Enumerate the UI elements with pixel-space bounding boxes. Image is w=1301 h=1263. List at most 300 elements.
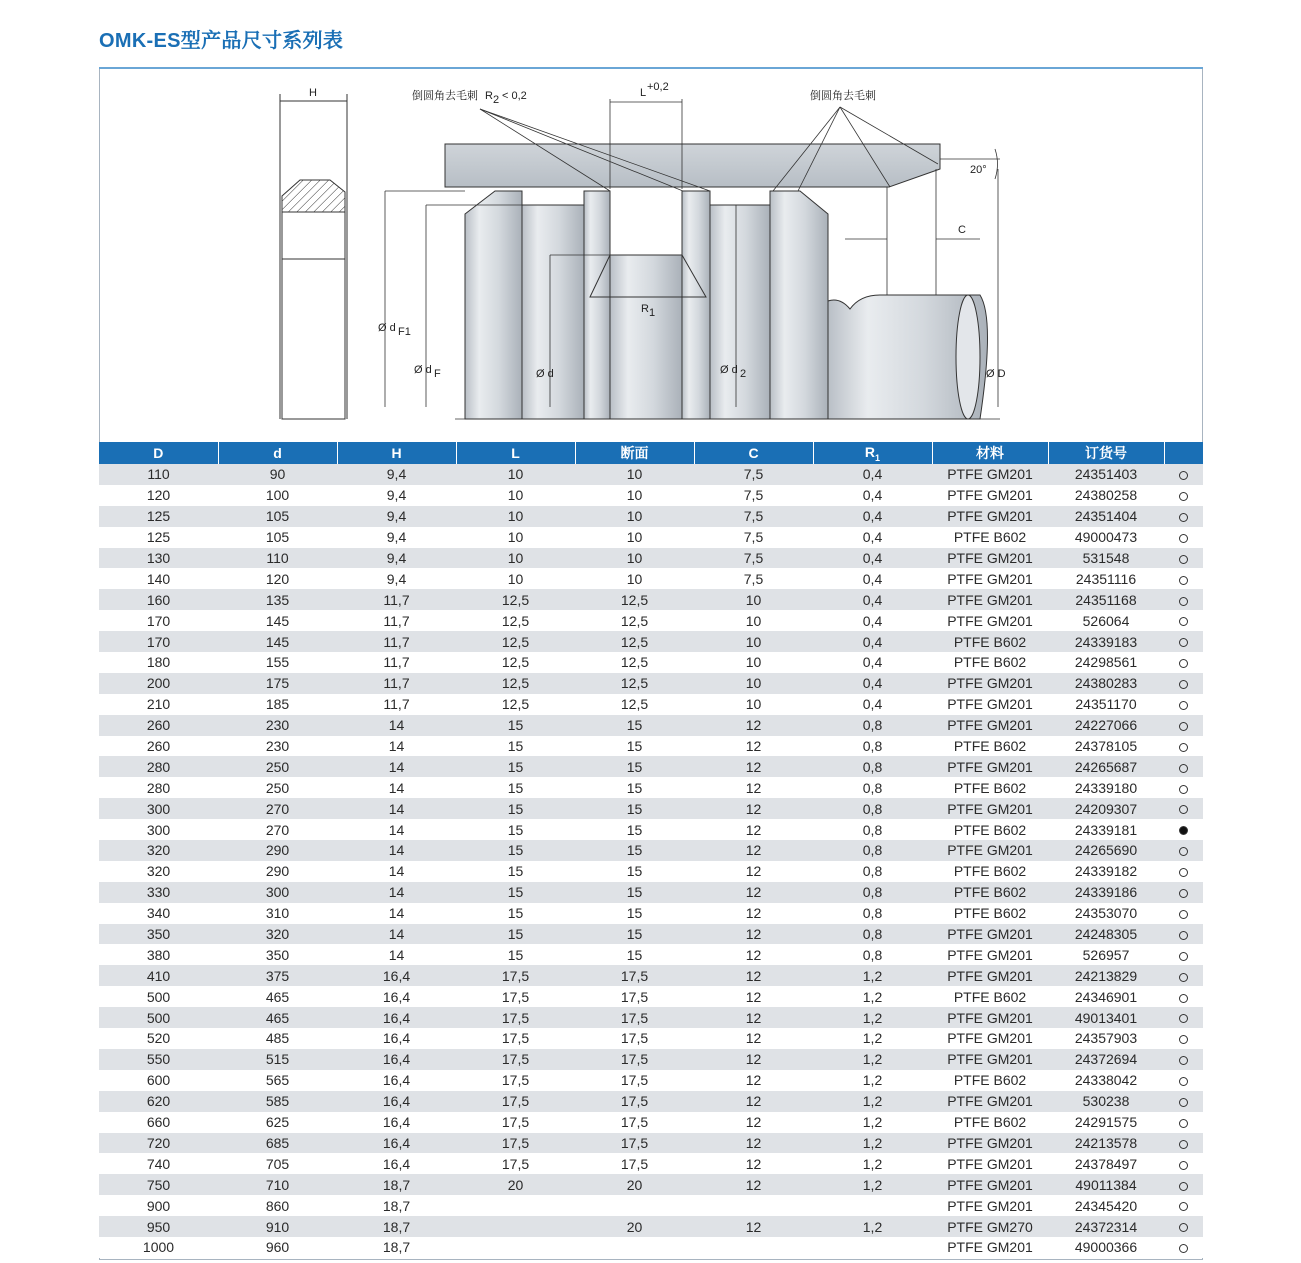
cell-section: 17,5 xyxy=(575,1153,694,1174)
cell-d: 585 xyxy=(218,1091,337,1112)
cell-D: 280 xyxy=(99,756,218,777)
cell-R1: 1,2 xyxy=(813,1028,932,1049)
open-circle-icon xyxy=(1179,1223,1188,1232)
table-row xyxy=(99,736,1203,757)
cell-D: 500 xyxy=(99,986,218,1007)
cell-order-number: 24346901 xyxy=(1048,986,1164,1007)
cell-order-number: 24213578 xyxy=(1048,1133,1164,1154)
cell-R1: 0,8 xyxy=(813,798,932,819)
cell-D: 260 xyxy=(99,715,218,736)
cell-C: 12 xyxy=(694,1028,813,1049)
cell-H: 14 xyxy=(337,777,456,798)
page-title: OMK-ES型产品尺寸系列表 xyxy=(99,30,344,52)
cell-L xyxy=(456,1216,575,1237)
cell-availability xyxy=(1164,652,1203,673)
open-circle-icon xyxy=(1179,1161,1188,1170)
table-row xyxy=(99,610,1203,631)
table-row xyxy=(99,965,1203,986)
table-row xyxy=(99,1070,1203,1091)
cell-availability xyxy=(1164,1174,1203,1195)
cell-d: 230 xyxy=(218,736,337,757)
cell-order-number: 24339182 xyxy=(1048,861,1164,882)
cell-availability xyxy=(1164,1049,1203,1070)
cell-L: 17,5 xyxy=(456,1153,575,1174)
cell-C: 12 xyxy=(694,840,813,861)
cell-material: PTFE B602 xyxy=(932,1112,1048,1133)
cell-availability xyxy=(1164,1091,1203,1112)
cell-material: PTFE GM201 xyxy=(932,944,1048,965)
cell-H: 16,4 xyxy=(337,1049,456,1070)
cell-H: 11,7 xyxy=(337,673,456,694)
cell-C: 12 xyxy=(694,903,813,924)
cell-D: 170 xyxy=(99,610,218,631)
cell-order-number: 24372694 xyxy=(1048,1049,1164,1070)
cell-L: 17,5 xyxy=(456,1028,575,1049)
cell-material: PTFE GM201 xyxy=(932,568,1048,589)
cell-C: 10 xyxy=(694,610,813,631)
cell-R1: 0,4 xyxy=(813,527,932,548)
cell-section: 17,5 xyxy=(575,1028,694,1049)
header-d: d xyxy=(218,442,337,464)
cell-order-number: 24339183 xyxy=(1048,631,1164,652)
cell-order-number: 24298561 xyxy=(1048,652,1164,673)
cell-section: 15 xyxy=(575,798,694,819)
cell-D: 260 xyxy=(99,736,218,757)
label-d: Ø d xyxy=(536,368,554,380)
cell-D: 170 xyxy=(99,631,218,652)
cell-R1: 1,2 xyxy=(813,1049,932,1070)
cell-d: 375 xyxy=(218,965,337,986)
cell-material: PTFE GM201 xyxy=(932,1028,1048,1049)
cell-C: 10 xyxy=(694,673,813,694)
open-circle-icon xyxy=(1179,680,1188,689)
cell-availability xyxy=(1164,1070,1203,1091)
label-d2: Ø d xyxy=(720,364,738,376)
label-chamfer-r2: 倒圆角去毛刺 xyxy=(412,90,478,102)
cell-C: 10 xyxy=(694,589,813,610)
cell-R1: 0,8 xyxy=(813,736,932,757)
cell-L: 10 xyxy=(456,527,575,548)
cell-H: 18,7 xyxy=(337,1174,456,1195)
cell-d: 155 xyxy=(218,652,337,673)
table-row xyxy=(99,1153,1203,1174)
dimension-table xyxy=(99,442,1203,1258)
cell-C: 12 xyxy=(694,1153,813,1174)
cell-d: 515 xyxy=(218,1049,337,1070)
cell-material: PTFE GM201 xyxy=(932,840,1048,861)
cell-L: 15 xyxy=(456,715,575,736)
open-circle-icon xyxy=(1179,1202,1188,1211)
cell-availability xyxy=(1164,485,1203,506)
cell-L: 12,5 xyxy=(456,652,575,673)
header-material: 材料 xyxy=(932,442,1048,464)
cell-D: 350 xyxy=(99,924,218,945)
cell-H: 16,4 xyxy=(337,1133,456,1154)
cell-C: 12 xyxy=(694,882,813,903)
cell-R1: 0,8 xyxy=(813,924,932,945)
cell-H: 14 xyxy=(337,819,456,840)
cell-H: 16,4 xyxy=(337,986,456,1007)
cell-R1: 1,2 xyxy=(813,1174,932,1195)
open-circle-icon xyxy=(1179,597,1188,606)
table-row xyxy=(99,756,1203,777)
header-L: L xyxy=(456,442,575,464)
table-header-row xyxy=(99,442,1203,464)
table-row xyxy=(99,924,1203,945)
open-circle-icon xyxy=(1179,1098,1188,1107)
cell-D: 340 xyxy=(99,903,218,924)
cell-H: 14 xyxy=(337,903,456,924)
cell-R1: 0,4 xyxy=(813,631,932,652)
cell-section: 10 xyxy=(575,464,694,485)
cell-d: 350 xyxy=(218,944,337,965)
cell-L: 17,5 xyxy=(456,1133,575,1154)
cell-R1: 1,2 xyxy=(813,1007,932,1028)
cell-D: 125 xyxy=(99,527,218,548)
cell-H: 18,7 xyxy=(337,1195,456,1216)
label-D: Ø D xyxy=(986,368,1006,380)
cell-d: 910 xyxy=(218,1216,337,1237)
cell-availability xyxy=(1164,715,1203,736)
cell-availability xyxy=(1164,924,1203,945)
seal-section-drawing xyxy=(280,94,347,419)
cell-section: 17,5 xyxy=(575,1070,694,1091)
cell-L: 15 xyxy=(456,736,575,757)
cell-d: 250 xyxy=(218,756,337,777)
cell-order-number: 24351168 xyxy=(1048,589,1164,610)
cell-R1: 1,2 xyxy=(813,1153,932,1174)
open-circle-icon xyxy=(1179,617,1188,626)
cell-material: PTFE GM201 xyxy=(932,1153,1048,1174)
cell-D: 125 xyxy=(99,506,218,527)
cell-R1: 1,2 xyxy=(813,1112,932,1133)
open-circle-icon xyxy=(1179,868,1188,877)
header-section: 断面 xyxy=(575,442,694,464)
cell-section: 10 xyxy=(575,527,694,548)
open-circle-icon xyxy=(1179,701,1188,710)
label-r2-value: < 0,2 xyxy=(502,90,527,102)
cell-material: PTFE GM201 xyxy=(932,1049,1048,1070)
cell-R1: 1,2 xyxy=(813,965,932,986)
label-chamfer-2: 倒圆角去毛刺 xyxy=(810,90,876,102)
cell-d: 250 xyxy=(218,777,337,798)
cell-D: 500 xyxy=(99,1007,218,1028)
cell-section: 12,5 xyxy=(575,631,694,652)
cell-C: 12 xyxy=(694,1049,813,1070)
cell-availability xyxy=(1164,903,1203,924)
cell-R1: 0,8 xyxy=(813,777,932,798)
cell-availability xyxy=(1164,777,1203,798)
open-circle-icon xyxy=(1179,576,1188,585)
cell-R1: 0,4 xyxy=(813,694,932,715)
cell-order-number: 24265690 xyxy=(1048,840,1164,861)
cell-section: 15 xyxy=(575,756,694,777)
cell-C: 7,5 xyxy=(694,548,813,569)
label-R1-subscript: 1 xyxy=(649,307,656,319)
table-row xyxy=(99,715,1203,736)
cell-order-number: 24265687 xyxy=(1048,756,1164,777)
cell-availability xyxy=(1164,464,1203,485)
cell-material: PTFE B602 xyxy=(932,1070,1048,1091)
cell-order-number: 24378105 xyxy=(1048,736,1164,757)
open-circle-icon xyxy=(1179,659,1188,668)
technical-drawing xyxy=(100,69,1202,441)
label-r2-subscript: 2 xyxy=(493,94,500,106)
cell-order-number: 526064 xyxy=(1048,610,1164,631)
cell-section: 17,5 xyxy=(575,986,694,1007)
open-circle-icon xyxy=(1179,994,1188,1003)
cell-d: 270 xyxy=(218,819,337,840)
cell-section: 10 xyxy=(575,548,694,569)
cell-H: 16,4 xyxy=(337,1028,456,1049)
cell-C: 7,5 xyxy=(694,506,813,527)
table-row xyxy=(99,1112,1203,1133)
cell-order-number: 49013401 xyxy=(1048,1007,1164,1028)
cell-D: 180 xyxy=(99,652,218,673)
cell-H: 18,7 xyxy=(337,1237,456,1258)
open-circle-icon xyxy=(1179,1077,1188,1086)
cell-C: 12 xyxy=(694,1112,813,1133)
cell-L: 17,5 xyxy=(456,1112,575,1133)
cell-R1: 0,4 xyxy=(813,652,932,673)
cell-d: 685 xyxy=(218,1133,337,1154)
cell-C: 12 xyxy=(694,1133,813,1154)
cell-section: 15 xyxy=(575,777,694,798)
cell-d: 310 xyxy=(218,903,337,924)
cell-D: 660 xyxy=(99,1112,218,1133)
cell-order-number: 24357903 xyxy=(1048,1028,1164,1049)
cell-d: 175 xyxy=(218,673,337,694)
cell-C: 10 xyxy=(694,631,813,652)
cell-section: 10 xyxy=(575,485,694,506)
table-row xyxy=(99,986,1203,1007)
cell-R1: 0,8 xyxy=(813,840,932,861)
cell-availability xyxy=(1164,882,1203,903)
cell-d: 100 xyxy=(218,485,337,506)
cell-availability xyxy=(1164,610,1203,631)
cell-material: PTFE B602 xyxy=(932,631,1048,652)
cell-L: 17,5 xyxy=(456,1049,575,1070)
open-circle-icon xyxy=(1179,638,1188,647)
cell-section: 15 xyxy=(575,819,694,840)
cell-L: 20 xyxy=(456,1174,575,1195)
cell-section: 15 xyxy=(575,903,694,924)
cell-availability xyxy=(1164,861,1203,882)
cell-L: 17,5 xyxy=(456,1070,575,1091)
cell-L: 17,5 xyxy=(456,1091,575,1112)
cell-L: 12,5 xyxy=(456,673,575,694)
cell-D: 320 xyxy=(99,861,218,882)
cell-section: 12,5 xyxy=(575,673,694,694)
cell-material: PTFE B602 xyxy=(932,736,1048,757)
table-row xyxy=(99,568,1203,589)
cell-D: 120 xyxy=(99,485,218,506)
open-circle-icon xyxy=(1179,1140,1188,1149)
cell-d: 465 xyxy=(218,1007,337,1028)
cell-availability xyxy=(1164,840,1203,861)
cell-availability xyxy=(1164,694,1203,715)
cell-D: 330 xyxy=(99,882,218,903)
cell-section: 15 xyxy=(575,736,694,757)
cell-d: 145 xyxy=(218,631,337,652)
cell-d: 230 xyxy=(218,715,337,736)
table-row xyxy=(99,1091,1203,1112)
table-row xyxy=(99,506,1203,527)
cell-availability xyxy=(1164,527,1203,548)
cell-section: 10 xyxy=(575,568,694,589)
cell-R1: 0,8 xyxy=(813,882,932,903)
open-circle-icon xyxy=(1179,847,1188,856)
cell-H: 11,7 xyxy=(337,589,456,610)
cell-L: 15 xyxy=(456,777,575,798)
cell-material: PTFE GM201 xyxy=(932,1237,1048,1258)
cell-H: 11,7 xyxy=(337,631,456,652)
cell-material: PTFE GM201 xyxy=(932,589,1048,610)
cell-d: 705 xyxy=(218,1153,337,1174)
cell-material: PTFE B602 xyxy=(932,777,1048,798)
label-dF1: Ø d xyxy=(378,322,396,334)
cell-availability xyxy=(1164,798,1203,819)
cell-H: 14 xyxy=(337,756,456,777)
cell-order-number: 24209307 xyxy=(1048,798,1164,819)
open-circle-icon xyxy=(1179,1182,1188,1191)
cell-order-number: 24380283 xyxy=(1048,673,1164,694)
cell-availability xyxy=(1164,944,1203,965)
cell-R1: 0,4 xyxy=(813,673,932,694)
cell-section: 12,5 xyxy=(575,694,694,715)
table-row xyxy=(99,548,1203,569)
table-row xyxy=(99,652,1203,673)
cell-d: 90 xyxy=(218,464,337,485)
cell-R1: 0,4 xyxy=(813,610,932,631)
cell-order-number: 24351170 xyxy=(1048,694,1164,715)
cell-L: 15 xyxy=(456,798,575,819)
label-angle: 20° xyxy=(970,164,987,176)
open-circle-icon xyxy=(1179,764,1188,773)
cell-availability xyxy=(1164,1007,1203,1028)
cell-section: 17,5 xyxy=(575,1091,694,1112)
cell-R1: 1,2 xyxy=(813,986,932,1007)
cell-C: 7,5 xyxy=(694,464,813,485)
cell-R1: 0,4 xyxy=(813,506,932,527)
cell-R1: 0,8 xyxy=(813,861,932,882)
cell-availability xyxy=(1164,1237,1203,1258)
cell-section: 17,5 xyxy=(575,1007,694,1028)
cell-D: 1000 xyxy=(99,1237,218,1258)
cell-d: 110 xyxy=(218,548,337,569)
open-circle-icon xyxy=(1179,931,1188,940)
cell-d: 625 xyxy=(218,1112,337,1133)
cell-order-number: 24339186 xyxy=(1048,882,1164,903)
cell-C: 12 xyxy=(694,1091,813,1112)
cell-d: 565 xyxy=(218,1070,337,1091)
cell-D: 320 xyxy=(99,840,218,861)
label-R1: R xyxy=(641,303,649,315)
cell-material: PTFE GM201 xyxy=(932,485,1048,506)
cell-L xyxy=(456,1195,575,1216)
cell-C xyxy=(694,1195,813,1216)
cell-availability xyxy=(1164,1028,1203,1049)
cell-R1: 0,8 xyxy=(813,903,932,924)
cell-order-number: 24353070 xyxy=(1048,903,1164,924)
cell-C: 12 xyxy=(694,861,813,882)
cell-availability xyxy=(1164,1133,1203,1154)
cell-H: 14 xyxy=(337,715,456,736)
cell-d: 960 xyxy=(218,1237,337,1258)
cell-availability xyxy=(1164,506,1203,527)
open-circle-icon xyxy=(1179,555,1188,564)
cell-availability xyxy=(1164,986,1203,1007)
cell-L: 12,5 xyxy=(456,694,575,715)
cell-R1: 0,8 xyxy=(813,715,932,736)
cell-L: 15 xyxy=(456,944,575,965)
cell-H: 16,4 xyxy=(337,1007,456,1028)
cell-order-number: 24339180 xyxy=(1048,777,1164,798)
cell-material: PTFE GM201 xyxy=(932,965,1048,986)
cell-L: 15 xyxy=(456,924,575,945)
cell-C: 7,5 xyxy=(694,485,813,506)
cell-material: PTFE GM201 xyxy=(932,548,1048,569)
cell-section: 17,5 xyxy=(575,1049,694,1070)
open-circle-icon xyxy=(1179,910,1188,919)
cell-material: PTFE GM201 xyxy=(932,1091,1048,1112)
cell-order-number: 24345420 xyxy=(1048,1195,1164,1216)
open-circle-icon xyxy=(1179,513,1188,522)
cell-d: 270 xyxy=(218,798,337,819)
cell-R1: 1,2 xyxy=(813,1216,932,1237)
cell-D: 740 xyxy=(99,1153,218,1174)
cell-C: 12 xyxy=(694,715,813,736)
table-row xyxy=(99,485,1203,506)
cell-L: 12,5 xyxy=(456,631,575,652)
cell-D: 110 xyxy=(99,464,218,485)
cell-d: 120 xyxy=(218,568,337,589)
cell-availability xyxy=(1164,673,1203,694)
cell-order-number: 24351403 xyxy=(1048,464,1164,485)
cell-H: 14 xyxy=(337,736,456,757)
cell-C: 12 xyxy=(694,944,813,965)
cell-H: 18,7 xyxy=(337,1216,456,1237)
cell-C: 12 xyxy=(694,798,813,819)
cell-material: PTFE GM201 xyxy=(932,1007,1048,1028)
cell-material: PTFE GM201 xyxy=(932,1174,1048,1195)
table-row xyxy=(99,861,1203,882)
cell-material: PTFE GM201 xyxy=(932,1133,1048,1154)
cell-order-number: 24351404 xyxy=(1048,506,1164,527)
cell-L: 12,5 xyxy=(456,610,575,631)
cell-H: 11,7 xyxy=(337,610,456,631)
cell-section: 17,5 xyxy=(575,965,694,986)
cell-C: 12 xyxy=(694,756,813,777)
table-row xyxy=(99,1049,1203,1070)
cell-d: 300 xyxy=(218,882,337,903)
cell-H: 16,4 xyxy=(337,965,456,986)
table-row xyxy=(99,798,1203,819)
cell-L: 17,5 xyxy=(456,965,575,986)
cell-section xyxy=(575,1195,694,1216)
cell-C: 12 xyxy=(694,1070,813,1091)
cell-section: 17,5 xyxy=(575,1112,694,1133)
table-row xyxy=(99,1237,1203,1258)
cell-section: 12,5 xyxy=(575,652,694,673)
table-row xyxy=(99,1195,1203,1216)
cell-R1: 0,8 xyxy=(813,756,932,777)
cell-D: 140 xyxy=(99,568,218,589)
cell-material: PTFE B602 xyxy=(932,882,1048,903)
table-row xyxy=(99,694,1203,715)
cell-H: 16,4 xyxy=(337,1091,456,1112)
table-row xyxy=(99,1028,1203,1049)
